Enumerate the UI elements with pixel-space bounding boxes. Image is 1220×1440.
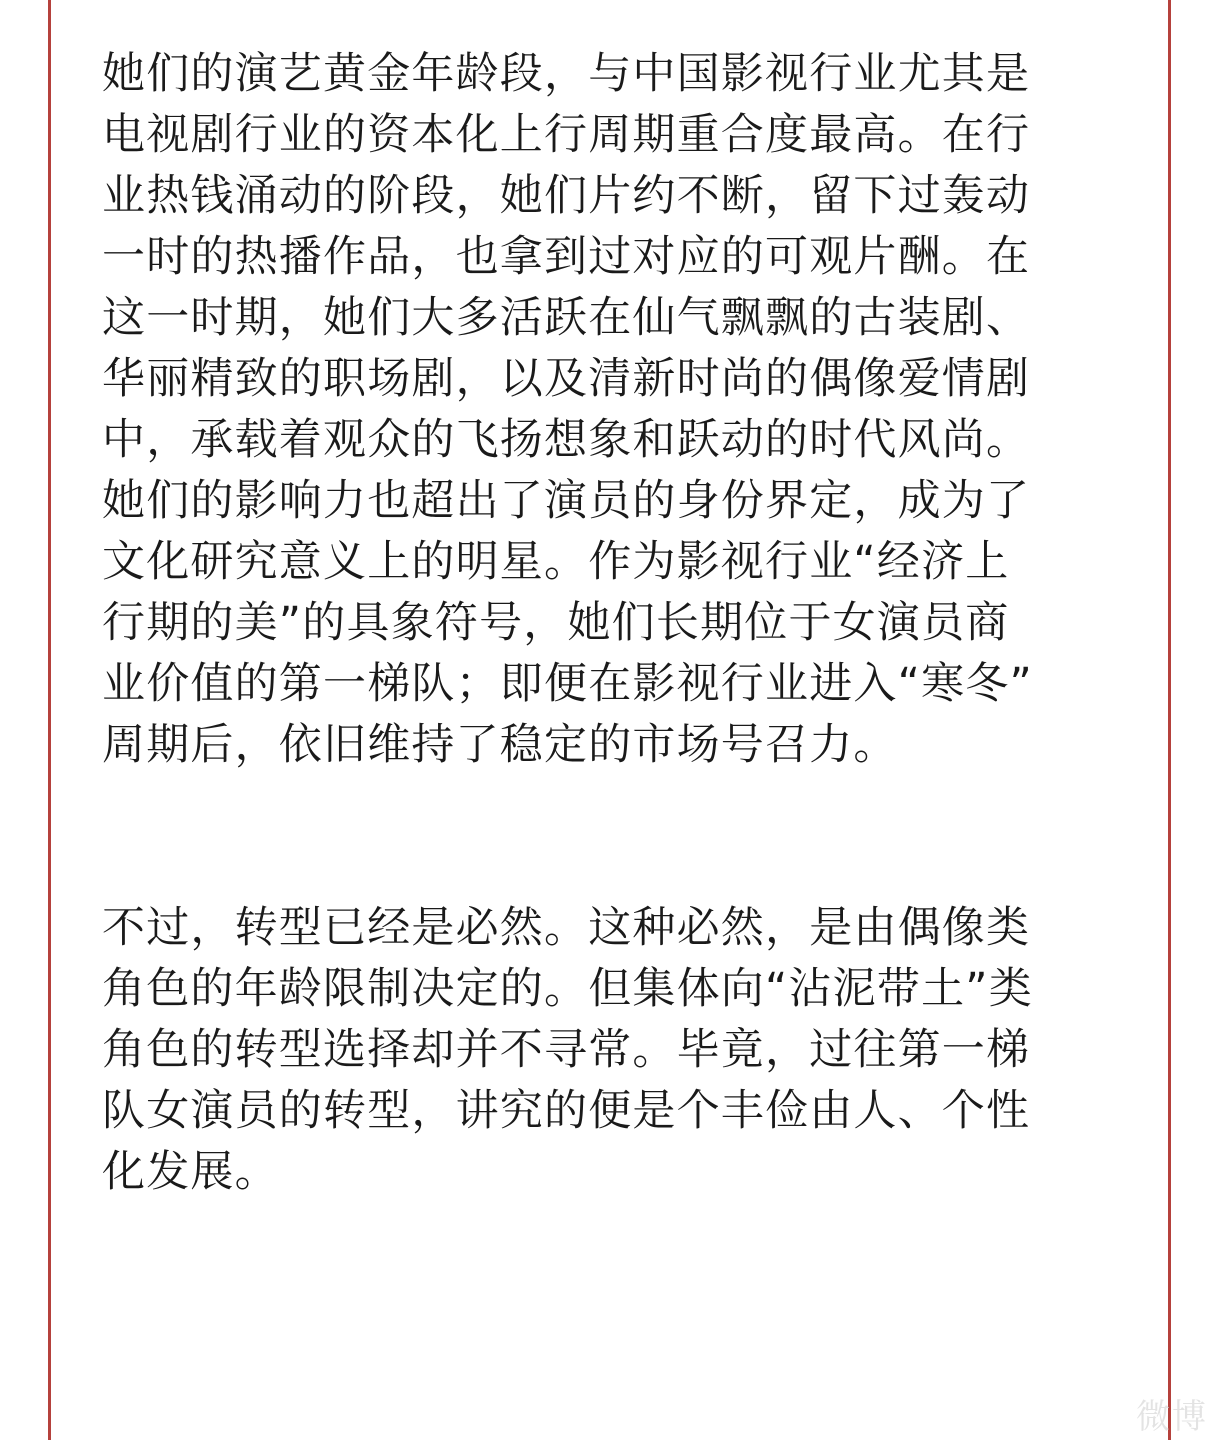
watermark-logo: 微博 xyxy=(1136,1397,1208,1437)
text-line: 化发展。 xyxy=(102,1147,279,1197)
text-line: 中，承载着观众的飞扬想象和跃动的时代风尚。 xyxy=(102,415,1031,465)
text-line: 她们的演艺黄金年龄段，与中国影视行业尤其是 xyxy=(102,49,1031,99)
text-line: 她们的影响力也超出了演员的身份界定，成为了 xyxy=(102,476,1031,526)
text-line: 角色的年龄限制决定的。但集体向“沾泥带土”类 xyxy=(102,964,1033,1014)
text-line: 业价值的第一梯队；即便在影视行业进入“寒冬” xyxy=(102,659,1033,709)
paragraph-2 xyxy=(102,898,1112,1203)
text-line: 一时的热播作品，也拿到过对应的可观片酬。在 xyxy=(102,232,1031,282)
text-line: 行期的美”的具象符号，她们长期位于女演员商 xyxy=(102,598,1010,648)
paragraph-1 xyxy=(102,44,1112,776)
left-border-line xyxy=(48,0,51,1440)
article-body xyxy=(102,44,1112,1203)
right-border-line xyxy=(1168,0,1171,1440)
text-line: 这一时期，她们大多活跃在仙气飘飘的古装剧、 xyxy=(102,293,1031,343)
text-line: 队女演员的转型，讲究的便是个丰俭由人、个性 xyxy=(102,1086,1031,1136)
text-line: 角色的转型选择却并不寻常。毕竟，过往第一梯 xyxy=(102,1025,1031,1075)
text-line: 不过，转型已经是必然。这种必然，是由偶像类 xyxy=(102,903,1031,953)
text-line: 文化研究意义上的明星。作为影视行业“经济上 xyxy=(102,537,1010,587)
text-line: 周期后，依旧维持了稳定的市场号召力。 xyxy=(102,720,898,770)
paragraph-gap xyxy=(102,776,1112,898)
text-line: 业热钱涌动的阶段，她们片约不断，留下过轰动 xyxy=(102,171,1031,221)
text-line: 电视剧行业的资本化上行周期重合度最高。在行 xyxy=(102,110,1031,160)
text-line: 华丽精致的职场剧，以及清新时尚的偶像爱情剧 xyxy=(102,354,1031,404)
